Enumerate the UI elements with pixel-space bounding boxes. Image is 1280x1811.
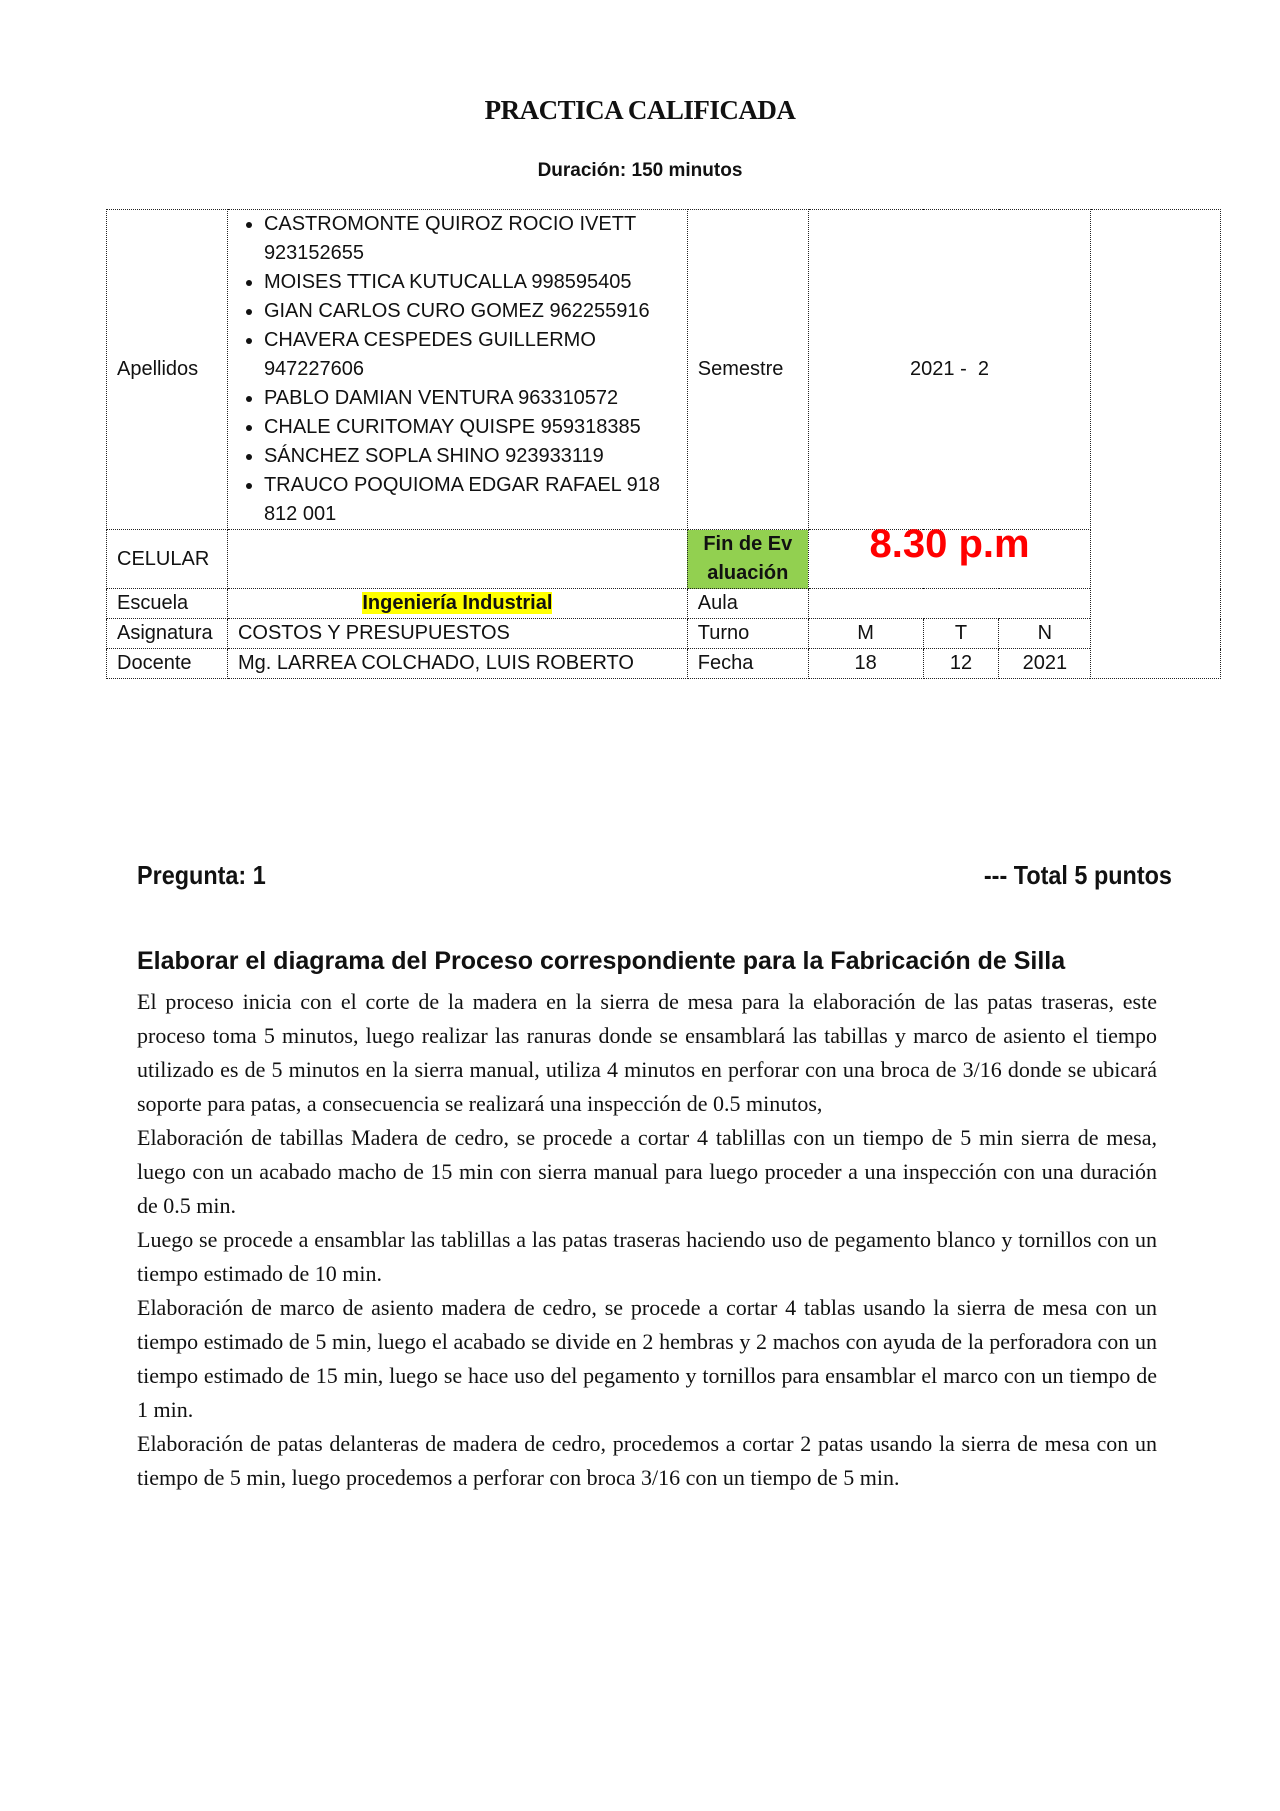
- escuela-label: Escuela: [107, 589, 228, 619]
- table-row: [107, 649, 1221, 679]
- escuela-cell: [227, 589, 687, 619]
- celular-value: [227, 530, 687, 589]
- paragraph: Luego se procede a ensamblar las tablillas a las patas traseras haciendo uso de pegamento blanco y tornillos con un tiempo estimado de 10 min.: [137, 1227, 1157, 1286]
- fecha-day: 18: [808, 649, 923, 679]
- table-row: [107, 619, 1221, 649]
- table-row: [107, 589, 1221, 619]
- turno-t: T: [923, 619, 999, 649]
- turno-n: N: [999, 619, 1091, 649]
- fecha-label: Fecha: [687, 649, 808, 679]
- turno-label: Turno: [687, 619, 808, 649]
- paragraph: El proceso inicia con el corte de la madera en la sierra de mesa para la elaboración de las patas traseras, este proceso toma 5 minutos, luego realizar las ranuras donde se ensamblará las tabillas y marco de asiento el tiempo utilizado es de 5 minutos en la sierra manual, utiliza 4 minutos en perforar con una broca de 3/16 donde se ubicará soporte para patas, a consecuencia se realizará una inspección de 0.5 minutos,: [137, 989, 1157, 1116]
- list-item: • PABLO DAMIAN VENTURA 963310572: [264, 384, 677, 413]
- celular-label: CELULAR: [107, 530, 228, 589]
- list-item: • CASTROMONTE QUIROZ ROCIO IVETT 923152655: [264, 210, 677, 268]
- semestre-label: Semestre: [687, 210, 808, 530]
- apellidos-label: Apellidos: [107, 210, 228, 530]
- fecha-month: 12: [923, 649, 999, 679]
- question-points: --- Total 5 puntos: [983, 860, 1172, 890]
- list-item: • MOISES TTICA KUTUCALLA 998595405: [264, 268, 677, 297]
- student-info-table: [106, 209, 1221, 679]
- list-item: • GIAN CARLOS CURO GOMEZ 962255916: [264, 297, 677, 326]
- fin-evaluacion-label: Fin de Evaluación: [687, 530, 808, 589]
- aula-value: [808, 589, 1091, 619]
- turno-m: M: [808, 619, 923, 649]
- docente-label: Docente: [107, 649, 228, 679]
- table-row: [107, 210, 1221, 530]
- question-heading: Elaborar el diagrama del Proceso correspondiente para la Fabricación de Silla: [137, 947, 1066, 975]
- paragraph: Elaboración de patas delanteras de madera de cedro, procedemos a cortar 2 patas usando la sierra de mesa con un tiempo de 5 min, luego procedemos a perforar con broca 3/16 con un tiempo de 5 min.: [137, 1431, 1157, 1490]
- empty-side-cell: [1091, 210, 1221, 679]
- semestre-value: 2021 - 2: [808, 210, 1091, 530]
- duration-label: Duración: 150 minutos: [537, 160, 743, 181]
- aula-label: Aula: [687, 589, 808, 619]
- paragraph: Elaboración de marco de asiento madera de cedro, se procede a cortar 4 tablas usando la sierra de mesa con un tiempo estimado de 5 min, luego el acabado se divide en 2 hembras y 2 machos con ayuda de la perforadora con un tiempo estimado de 15 min, luego se hace uso del pegamento y tornillos para ensamblar el marco con un tiempo de 1 min.: [137, 1295, 1157, 1422]
- list-item: • SÁNCHEZ SOPLA SHINO 923933119: [264, 442, 677, 471]
- escuela-value: Ingeniería Industrial: [362, 592, 553, 614]
- members-cell: [227, 210, 687, 530]
- docente-value: Mg. LARREA COLCHADO, LUIS ROBERTO: [227, 649, 687, 679]
- question-number: Pregunta: 1: [137, 860, 266, 890]
- document-title: PRACTICA CALIFICADA: [484, 95, 796, 125]
- list-item: • TRAUCO POQUIOMA EDGAR RAFAEL 918 812 001: [264, 471, 677, 529]
- members-list: [228, 210, 677, 529]
- question-body: [137, 985, 1157, 1495]
- table-row: [107, 530, 1221, 589]
- list-item: • CHALE CURITOMAY QUISPE 959318385: [264, 413, 677, 442]
- fecha-year: 2021: [999, 649, 1091, 679]
- fin-evaluacion-time: 8.30 p.m: [808, 530, 1091, 589]
- asignatura-value: COSTOS Y PRESUPUESTOS: [227, 619, 687, 649]
- asignatura-label: Asignatura: [107, 619, 228, 649]
- list-item: • CHAVERA CESPEDES GUILLERMO 947227606: [264, 326, 677, 384]
- paragraph: Elaboración de tabillas Madera de cedro, se procede a cortar 4 tablillas con un tiempo de 5 min sierra de mesa, luego con un acabado macho de 15 min con sierra manual para luego proceder a una inspección con una duración de 0.5 min.: [137, 1125, 1157, 1218]
